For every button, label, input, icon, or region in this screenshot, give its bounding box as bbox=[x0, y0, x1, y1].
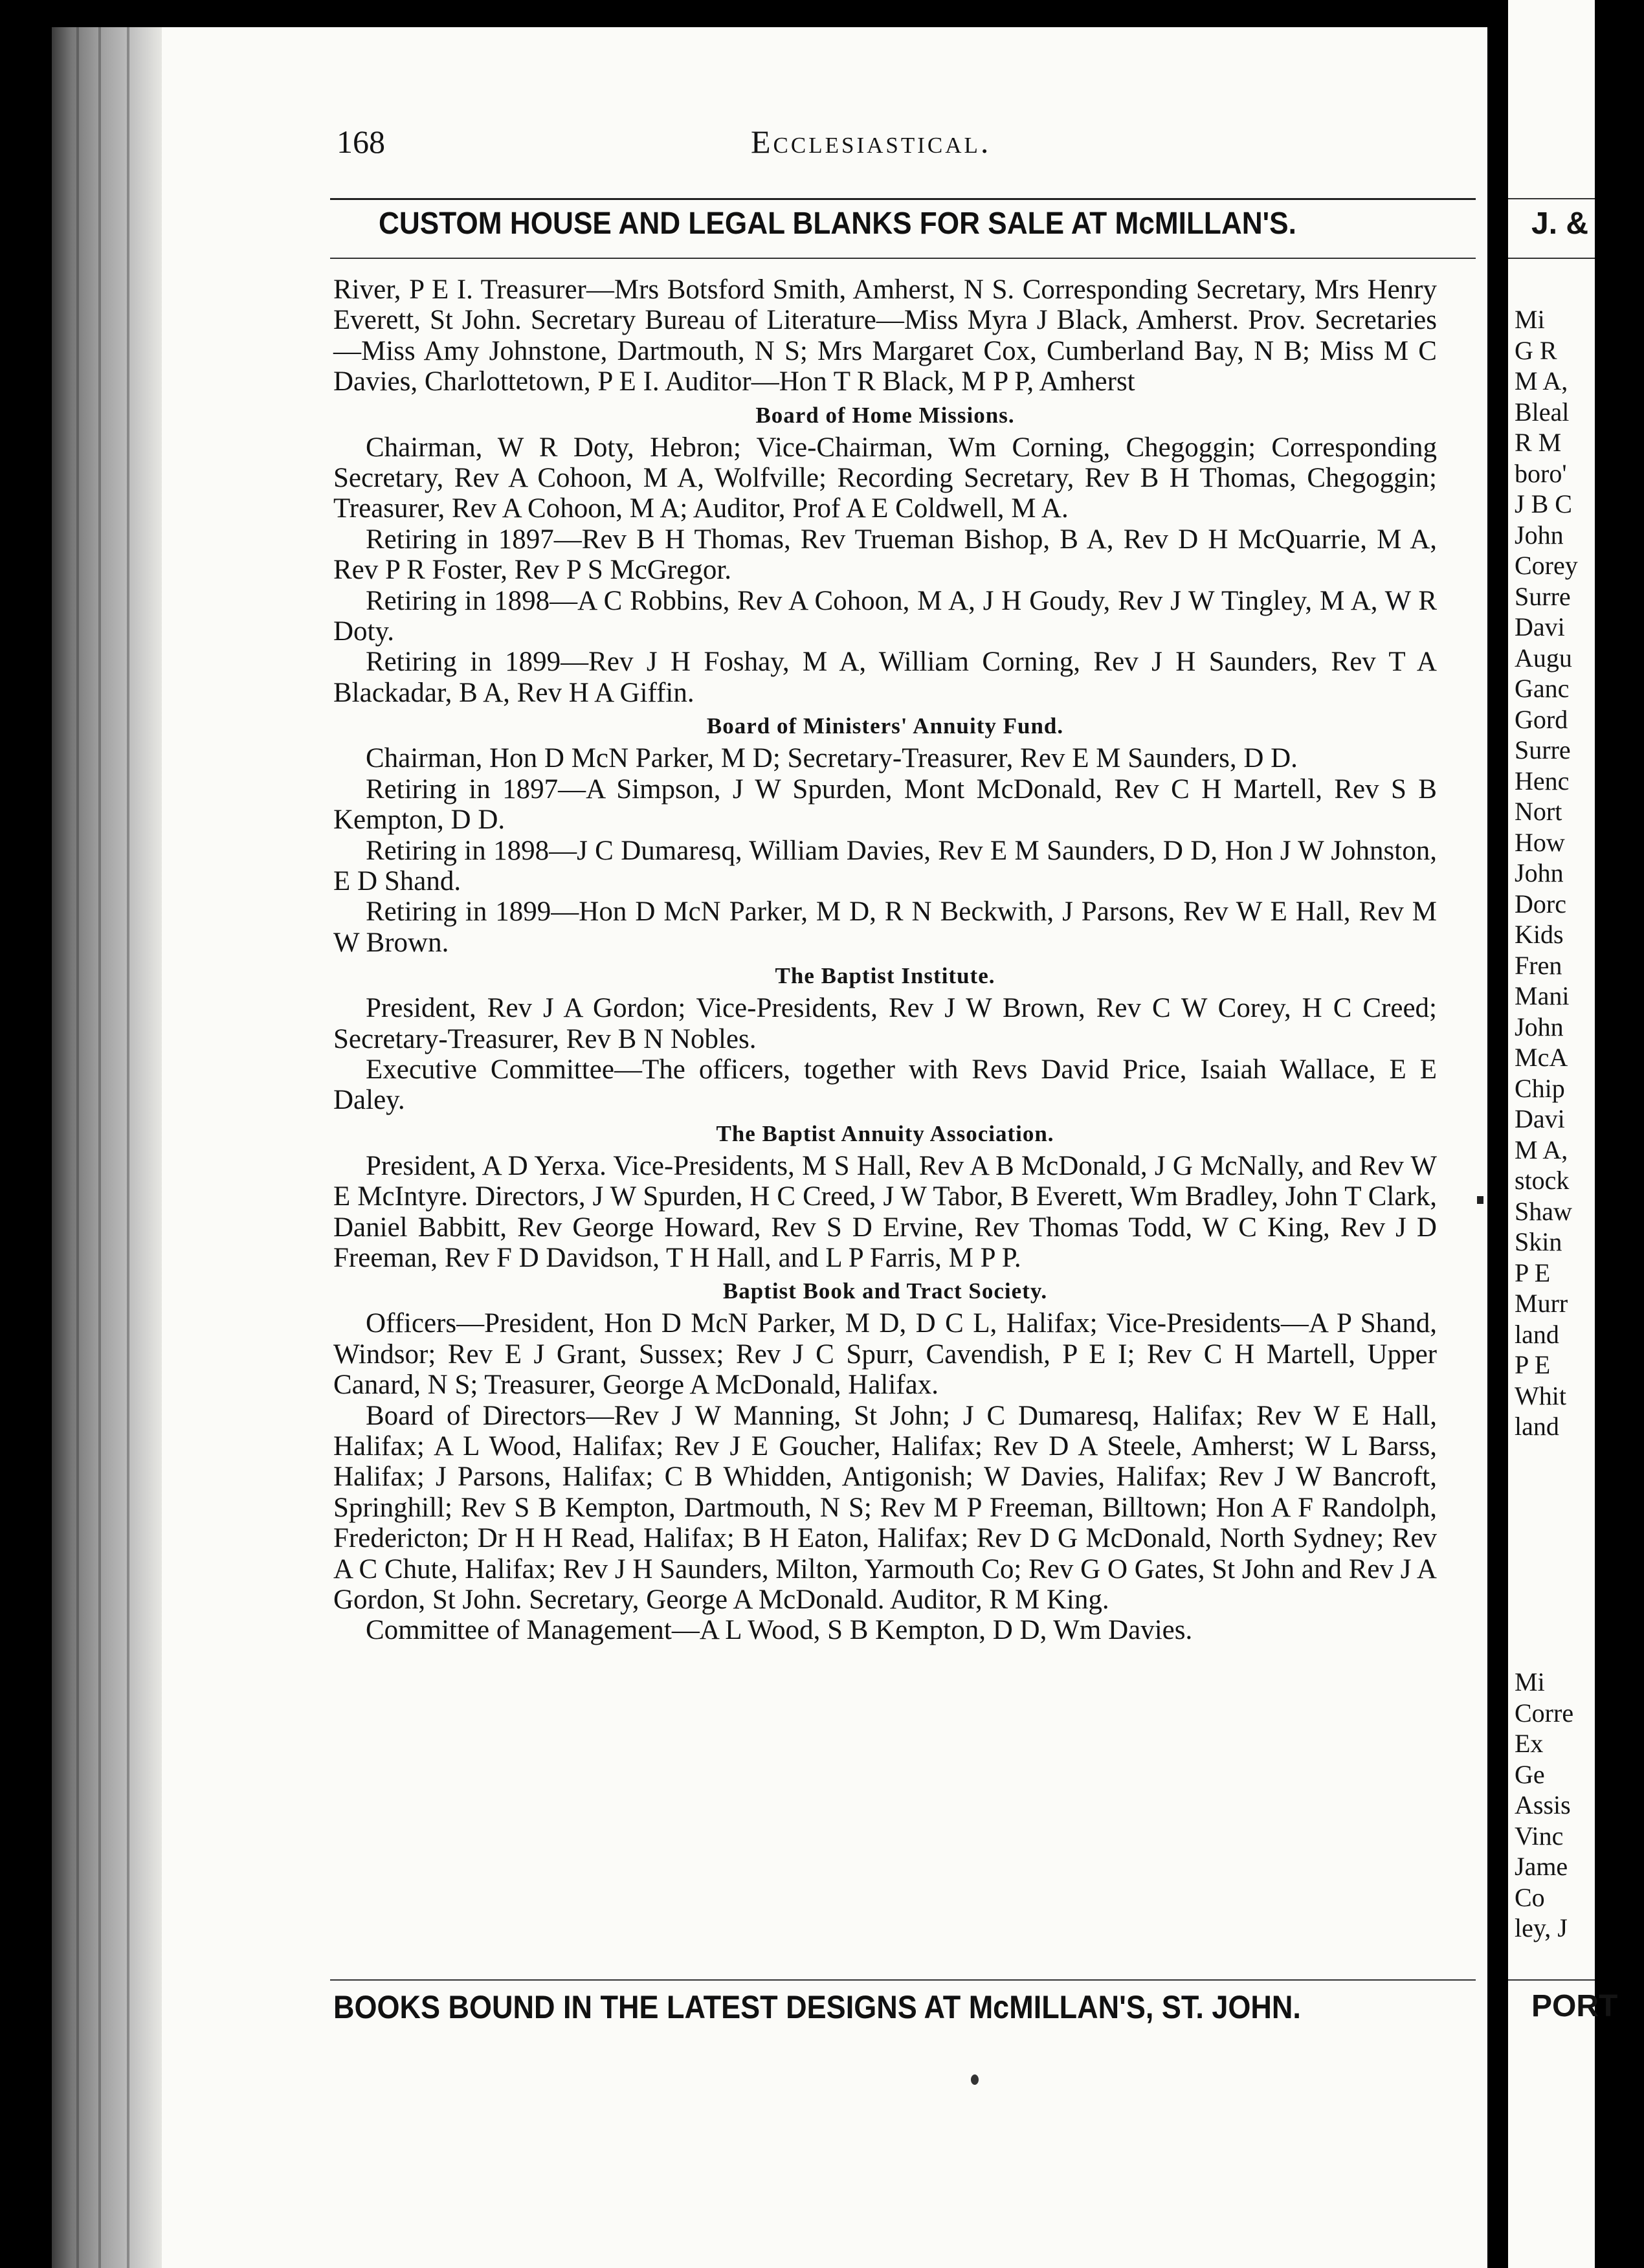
right-page-line-fragment: Dorc bbox=[1515, 889, 1566, 918]
section-paragraph: Retiring in 1897—A Simpson, J W Spurden, Mont McDonald, Rev C H Martell, Rev S B Kempton, D D. bbox=[333, 773, 1437, 836]
section-paragraph: President, Rev J A Gordon; Vice-Presidents, Rev J W Brown, Rev C W Corey, H C Creed; Secretary-Treasurer, Rev B N Nobles. bbox=[333, 993, 1437, 1054]
right-page-line-fragment: boro' bbox=[1515, 458, 1567, 488]
spine-streak bbox=[76, 27, 79, 2268]
right-header-rule bbox=[1508, 198, 1595, 199]
section-paragraph: Executive Committee—The officers, together with Revs David Price, Isaiah Wallace, E E Daley. bbox=[333, 1054, 1437, 1116]
directory-body bbox=[333, 274, 1437, 1646]
banner-rule bbox=[330, 258, 1476, 259]
page-gutter bbox=[1487, 0, 1508, 2268]
section-paragraph: Retiring in 1899—Rev J H Foshay, M A, William Corning, Rev J H Saunders, Rev T A Blackadar, B A, Rev H A Giffin. bbox=[333, 647, 1437, 708]
right-page-line-fragment: Corre bbox=[1515, 1698, 1574, 1728]
section-paragraph: Committee of Management—A L Wood, S B Kempton, D D, Wm Davies. bbox=[366, 1615, 1193, 1646]
right-page-line-fragment: P E bbox=[1515, 1350, 1551, 1379]
bottom-advertisement-banner: BOOKS BOUND IN THE LATEST DESIGNS AT McMILLAN'S, ST. JOHN. bbox=[333, 1989, 1301, 2025]
top-advertisement-banner: CUSTOM HOUSE AND LEGAL BLANKS FOR SALE AT McMILLAN'S. bbox=[379, 206, 1296, 241]
right-page-line-fragment: J B C bbox=[1515, 489, 1572, 518]
right-page-line-fragment: Gord bbox=[1515, 704, 1568, 734]
section-heading: Board of Ministers' Annuity Fund. bbox=[706, 713, 1064, 739]
right-page-line-fragment: land bbox=[1515, 1412, 1559, 1441]
right-page-line-fragment: John bbox=[1515, 520, 1564, 550]
right-page-line-fragment: Vinc bbox=[1515, 1821, 1564, 1851]
right-page-line-fragment: Surre bbox=[1515, 581, 1571, 611]
right-page-line-fragment: Murr bbox=[1515, 1289, 1568, 1318]
right-page-line-fragment: land bbox=[1515, 1319, 1559, 1349]
right-page-line-fragment: Ex bbox=[1515, 1729, 1544, 1758]
right-page-line-fragment: Skin bbox=[1515, 1227, 1562, 1256]
section-heading: Board of Home Missions. bbox=[755, 402, 1015, 428]
footer-rule bbox=[330, 1979, 1476, 1981]
right-page-line-fragment: Jame bbox=[1515, 1852, 1568, 1881]
right-footer-rule bbox=[1508, 1979, 1595, 1981]
right-page-line-fragment: Nort bbox=[1515, 797, 1562, 826]
right-page-line-fragment: M A, bbox=[1515, 1135, 1568, 1164]
right-page-line-fragment: Henc bbox=[1515, 766, 1570, 795]
section-paragraph: President, A D Yerxa. Vice-Presidents, M S Hall, Rev A B McDonald, J G McNally, and Rev W E McIntyre. Directors, J W Spurden, H C Creed, J W Tabor, B Everett, Wm Bradley, John T Clark, Daniel Babbitt, Rev George Howard, Rev S D Ervine, Rev Thomas Todd, W C King, Rev J D Freeman, Rev F D Davidson, T H Hall, and L P Farris, M P P. bbox=[333, 1150, 1437, 1273]
section-heading: The Baptist Annuity Association. bbox=[716, 1120, 1054, 1146]
right-page-line-fragment: John bbox=[1515, 858, 1564, 887]
right-page-fragment bbox=[1508, 0, 1618, 2268]
right-page-line-fragment: ley, J bbox=[1515, 1913, 1568, 1942]
right-page-upper-column bbox=[1515, 304, 1644, 1442]
right-page-line-fragment: Bleal bbox=[1515, 397, 1570, 427]
right-page-line-fragment: Surre bbox=[1515, 735, 1571, 764]
right-page-footer-fragment: PORT bbox=[1531, 1989, 1618, 2023]
right-page-line-fragment: M A, bbox=[1515, 366, 1568, 395]
section-paragraph: Chairman, Hon D McN Parker, M D; Secretary-Treasurer, Rev E M Saunders, D D. bbox=[366, 743, 1298, 774]
section-heading: The Baptist Institute. bbox=[775, 963, 995, 989]
right-page-banner-fragment: J. & bbox=[1531, 206, 1589, 241]
header-rule bbox=[330, 198, 1476, 200]
intro-paragraph: River, P E I. Treasurer—Mrs Botsford Smith, Amherst, N S. Corresponding Secretary, Mrs Henry Everett, St John. Secretary Bureau of Literature—Miss Myra J Black, Amherst. Prov. Secretaries—Miss Amy Johnstone, Dartmouth, N S; Mrs Margaret Cox, Cumberland Bay, N B; Miss M C Davies, Charlottetown, P E I. Auditor—Hon T R Black, M P P, Amherst bbox=[333, 274, 1437, 397]
right-page-line-fragment: P E bbox=[1515, 1258, 1551, 1287]
right-page-line-fragment: Ganc bbox=[1515, 674, 1570, 703]
section-paragraph: Board of Directors—Rev J W Manning, St John; J C Dumaresq, Halifax; Rev W E Hall, Halifax; A L Wood, Halifax; Rev J E Goucher, Halifax; Rev D A Steele, Amherst; W L Barss, Halifax; J Parsons, Halifax; C B Whidden, Antigonish; W Davies, Halifax; Rev J W Bancroft, Springhill; Rev S B Kempton, Dartmouth, N S; Rev M P Freeman, Billtown; Hon A F Randolph, Fredericton; Dr H H Read, Halifax; B H Eaton, Halifax; Rev D G McDonald, North Sydney; Rev A C Chute, Halifax; Rev J H Saunders, Milton, Yarmouth Co; Rev G O Gates, St John and Rev J A Gordon, St John. Secretary, George A McDonald. Auditor, R M King. bbox=[333, 1400, 1437, 1616]
page-number: 168 bbox=[337, 124, 385, 160]
right-page-line-fragment: Chip bbox=[1515, 1073, 1565, 1103]
right-page-line-fragment: Co bbox=[1515, 1882, 1545, 1912]
right-page-line-fragment: G R bbox=[1515, 335, 1557, 365]
right-page-line-fragment: R M bbox=[1515, 428, 1562, 457]
right-page-line-fragment: Mi bbox=[1515, 305, 1545, 334]
section-paragraph: Retiring in 1898—J C Dumaresq, William Davies, Rev E M Saunders, D D, Hon J W Johnston, E D Shand. bbox=[333, 835, 1437, 896]
right-page-line-fragment: Davi bbox=[1515, 1104, 1565, 1133]
print-speck bbox=[971, 2074, 979, 2085]
right-page-line-fragment: McA bbox=[1515, 1043, 1568, 1072]
right-page-line-fragment: Assis bbox=[1515, 1790, 1571, 1819]
right-page-line-fragment: Fren bbox=[1515, 950, 1562, 980]
spine-streak bbox=[127, 27, 129, 2268]
right-page-line-fragment: John bbox=[1515, 1012, 1564, 1041]
right-page-line-fragment: Shaw bbox=[1515, 1196, 1572, 1226]
section-paragraph: Retiring in 1897—Rev B H Thomas, Rev Trueman Bishop, B A, Rev D H McQuarrie, M A, Rev P R Foster, Rev P S McGregor. bbox=[333, 524, 1437, 586]
section-paragraph: Retiring in 1898—A C Robbins, Rev A Cohoon, M A, J H Goudy, Rev J W Tingley, M A, W R Doty. bbox=[333, 585, 1437, 647]
book-spine-shadow bbox=[52, 27, 162, 2268]
section-paragraph: Chairman, W R Doty, Hebron; Vice-Chairman, Wm Corning, Chegoggin; Corresponding Secretary, Rev A Cohoon, M A, Wolfville; Recording Secretary, Rev B H Thomas, Chegoggin; Treasurer, Rev A Cohoon, M A; Auditor, Prof A E Coldwell, M A. bbox=[333, 432, 1437, 524]
section-heading: Baptist Book and Tract Society. bbox=[722, 1278, 1048, 1304]
right-page-line-fragment: Davi bbox=[1515, 612, 1565, 641]
right-page-line-fragment: How bbox=[1515, 827, 1565, 857]
right-page-line-fragment: Corey bbox=[1515, 551, 1578, 580]
right-page-lower-column bbox=[1515, 1667, 1644, 1944]
right-page-line-fragment: stock bbox=[1515, 1166, 1570, 1195]
section-paragraph: Retiring in 1899—Hon D McN Parker, M D, R N Beckwith, J Parsons, Rev W E Hall, Rev M W Brown. bbox=[333, 896, 1437, 958]
right-page-line-fragment: Kids bbox=[1515, 920, 1564, 949]
right-page-line-fragment: Ge bbox=[1515, 1759, 1545, 1789]
right-banner-rule bbox=[1508, 258, 1595, 259]
right-page-line-fragment: Mani bbox=[1515, 981, 1570, 1010]
right-page-line-fragment: Whit bbox=[1515, 1381, 1566, 1410]
print-speck bbox=[1477, 1196, 1483, 1204]
right-page-line-fragment: Mi bbox=[1515, 1667, 1545, 1696]
right-page-line-fragment: Augu bbox=[1515, 643, 1572, 673]
section-paragraph: Officers—President, Hon D McN Parker, M D, D C L, Halifax; Vice-Presidents—A P Shand, Windsor; Rev E J Grant, Sussex; Rev J C Spurr, Cavendish, P E I; Rev C H Martell, Upper Canard, N S; Treasurer, George A McDonald, Halifax. bbox=[333, 1308, 1437, 1401]
spine-streak bbox=[98, 27, 101, 2268]
running-head: Ecclesiastical. bbox=[751, 124, 992, 160]
